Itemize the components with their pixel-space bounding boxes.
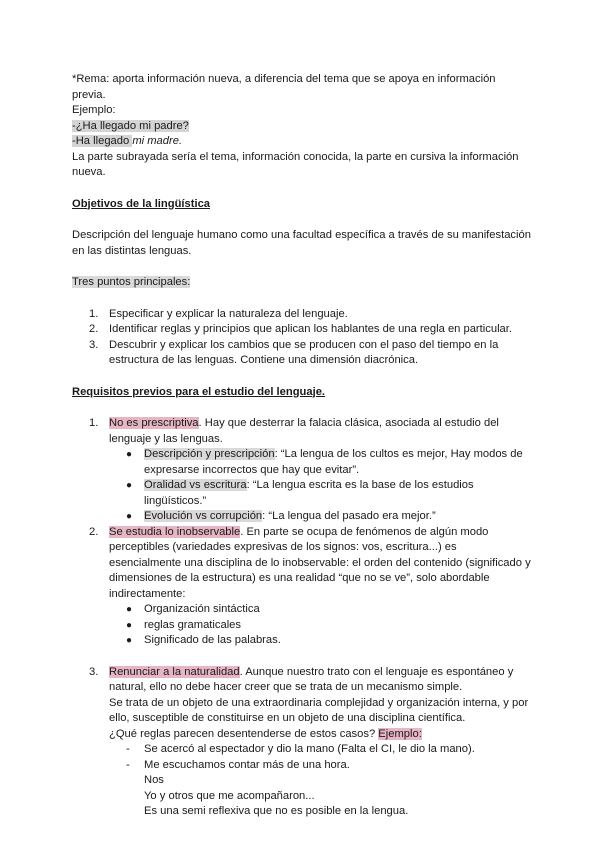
bullet-icon: ● bbox=[126, 480, 133, 491]
dash-bullet-icon: - bbox=[126, 758, 130, 771]
highlight-text: No es prescriptiva bbox=[109, 417, 199, 429]
list-item: 1. Especificar y explicar la naturaleza del lenguaje. bbox=[89, 307, 348, 320]
list-item-continuation: lenguaje y las lenguas. bbox=[109, 432, 223, 445]
example-continuation: Nos bbox=[144, 774, 164, 786]
list-item-continuation: dimensiones de la estructura) es una realidad “que no se ve”, solo abordable bbox=[109, 572, 490, 584]
explanation-line: nueva. bbox=[72, 166, 106, 178]
ejemplo-label: Ejemplo: bbox=[72, 104, 116, 116]
objetivos-description: Descripción del lenguaje humano como una facultad específica a través de su manifestación bbox=[72, 229, 531, 241]
list-item-continuation: indirectamente: bbox=[109, 587, 186, 600]
list-item-continuation: esencialmente una disciplina de lo inobservable: el orden del contenido (significado y bbox=[109, 556, 531, 569]
section-heading-objetivos: Objetivos de la lingüística bbox=[72, 197, 211, 210]
bullet-icon: ● bbox=[126, 619, 133, 631]
dash-bullet-icon: - bbox=[126, 743, 130, 755]
objetivos-description: en las distintas lenguas. bbox=[72, 244, 192, 257]
example-continuation: Yo y otros que me acompañaron... bbox=[144, 789, 315, 802]
example-continuation: Es una semi reflexiva que no es posible en la lengua. bbox=[144, 805, 409, 817]
example-sentence-2-theme: -Ha llegado bbox=[72, 135, 133, 147]
list-item-continuation: natural, ello no debe hacer creer que se trata de un mecanismo simple. bbox=[109, 681, 463, 693]
rema-definition-line: *Rema: aporta información nueva, a diferencia del tema que se apoya en información bbox=[72, 73, 496, 85]
example-sentence-2 bbox=[72, 134, 532, 150]
list-item-continuation: Se trata de un objeto de una extraordinaria complejidad y organización interna, y por bbox=[109, 696, 529, 709]
bullet-icon: ● bbox=[126, 449, 133, 460]
list-item-continuation: perceptibles (variedades expresivas de los signos: vos, escritura...) es bbox=[109, 541, 457, 553]
bullet-icon: ● bbox=[126, 511, 133, 522]
bullet-item: ● Significado de las palabras. bbox=[72, 633, 532, 649]
question-line: ¿Qué reglas parecen desentenderse de estos casos? Ejemplo: bbox=[109, 727, 422, 740]
bullet-icon: ● bbox=[126, 635, 133, 646]
highlight-text: Ejemplo: bbox=[378, 727, 422, 740]
list-item: 2. Identificar reglas y principios que aplican los hablantes de una regla en particular. bbox=[89, 323, 512, 335]
highlight-text: Evolución vs corrupción bbox=[144, 510, 263, 522]
highlight-text: Oralidad vs escritura bbox=[144, 479, 247, 491]
bullet-item: ● Descripción y prescripción: “La lengua de los cultos es mejor, Hay modos de bbox=[72, 447, 532, 463]
dash-item: - Me escuchamos contar más de una hora. bbox=[72, 758, 532, 774]
document-page bbox=[72, 72, 532, 820]
list-item-continuation: ello, susceptible de constituirse en un objeto de una disciplina científica. bbox=[109, 712, 466, 724]
explanation-line: La parte subrayada sería el tema, información conocida, la parte en cursiva la información bbox=[72, 150, 519, 163]
list-item-continuation: estructura de las lenguas. Contiene una dimensión diacrónica. bbox=[109, 354, 419, 366]
dash-item: - Se acercó al espectador y dio la mano (Falta el CI, le dio la mano). bbox=[72, 742, 532, 758]
section-heading-requisitos: Requisitos previos para el estudio del lenguaje. bbox=[72, 385, 326, 398]
bullet-item: ● reglas gramaticales bbox=[72, 618, 532, 634]
example-sentence-1: -¿Ha llegado mi padre? bbox=[72, 119, 189, 132]
highlight-text: Descripción y prescripción bbox=[144, 448, 275, 460]
list-item: 3. Descubrir y explicar los cambios que se producen con el paso del tiempo en la bbox=[89, 338, 499, 351]
highlight-text: Se estudia lo inobservable bbox=[109, 525, 241, 538]
highlight-text: Renunciar a la naturalidad bbox=[109, 665, 240, 678]
bullet-item: ● Organización sintáctica bbox=[72, 602, 532, 618]
example-sentence-2-rheme: mi madre. bbox=[132, 135, 183, 147]
tres-puntos-label: Tres puntos principales: bbox=[72, 276, 191, 288]
rema-definition-line: previa. bbox=[72, 88, 106, 101]
bullet-item: ● Evolución vs corrupción: “La lengua del pasado era mejor.” bbox=[72, 509, 532, 525]
list-item: 1. No es prescriptiva. Hay que desterrar la falacia clásica, asociada al estudio del bbox=[89, 417, 499, 429]
bullet-item: ● Oralidad vs escritura: “La lengua escrita es la base de los estudios bbox=[72, 478, 532, 494]
list-item: 2. Se estudia lo inobservable. En parte se ocupa de fenómenos de algún modo bbox=[89, 525, 489, 538]
bullet-item-continuation: expresarse incorrectos que hay que evitar”. bbox=[144, 463, 360, 476]
list-item: 3. Renunciar a la naturalidad. Aunque nuestro trato con el lenguaje es espontáneo y bbox=[89, 665, 514, 678]
bullet-item-continuation: lingüísticos.” bbox=[144, 494, 207, 507]
bullet-icon: ● bbox=[126, 604, 133, 615]
